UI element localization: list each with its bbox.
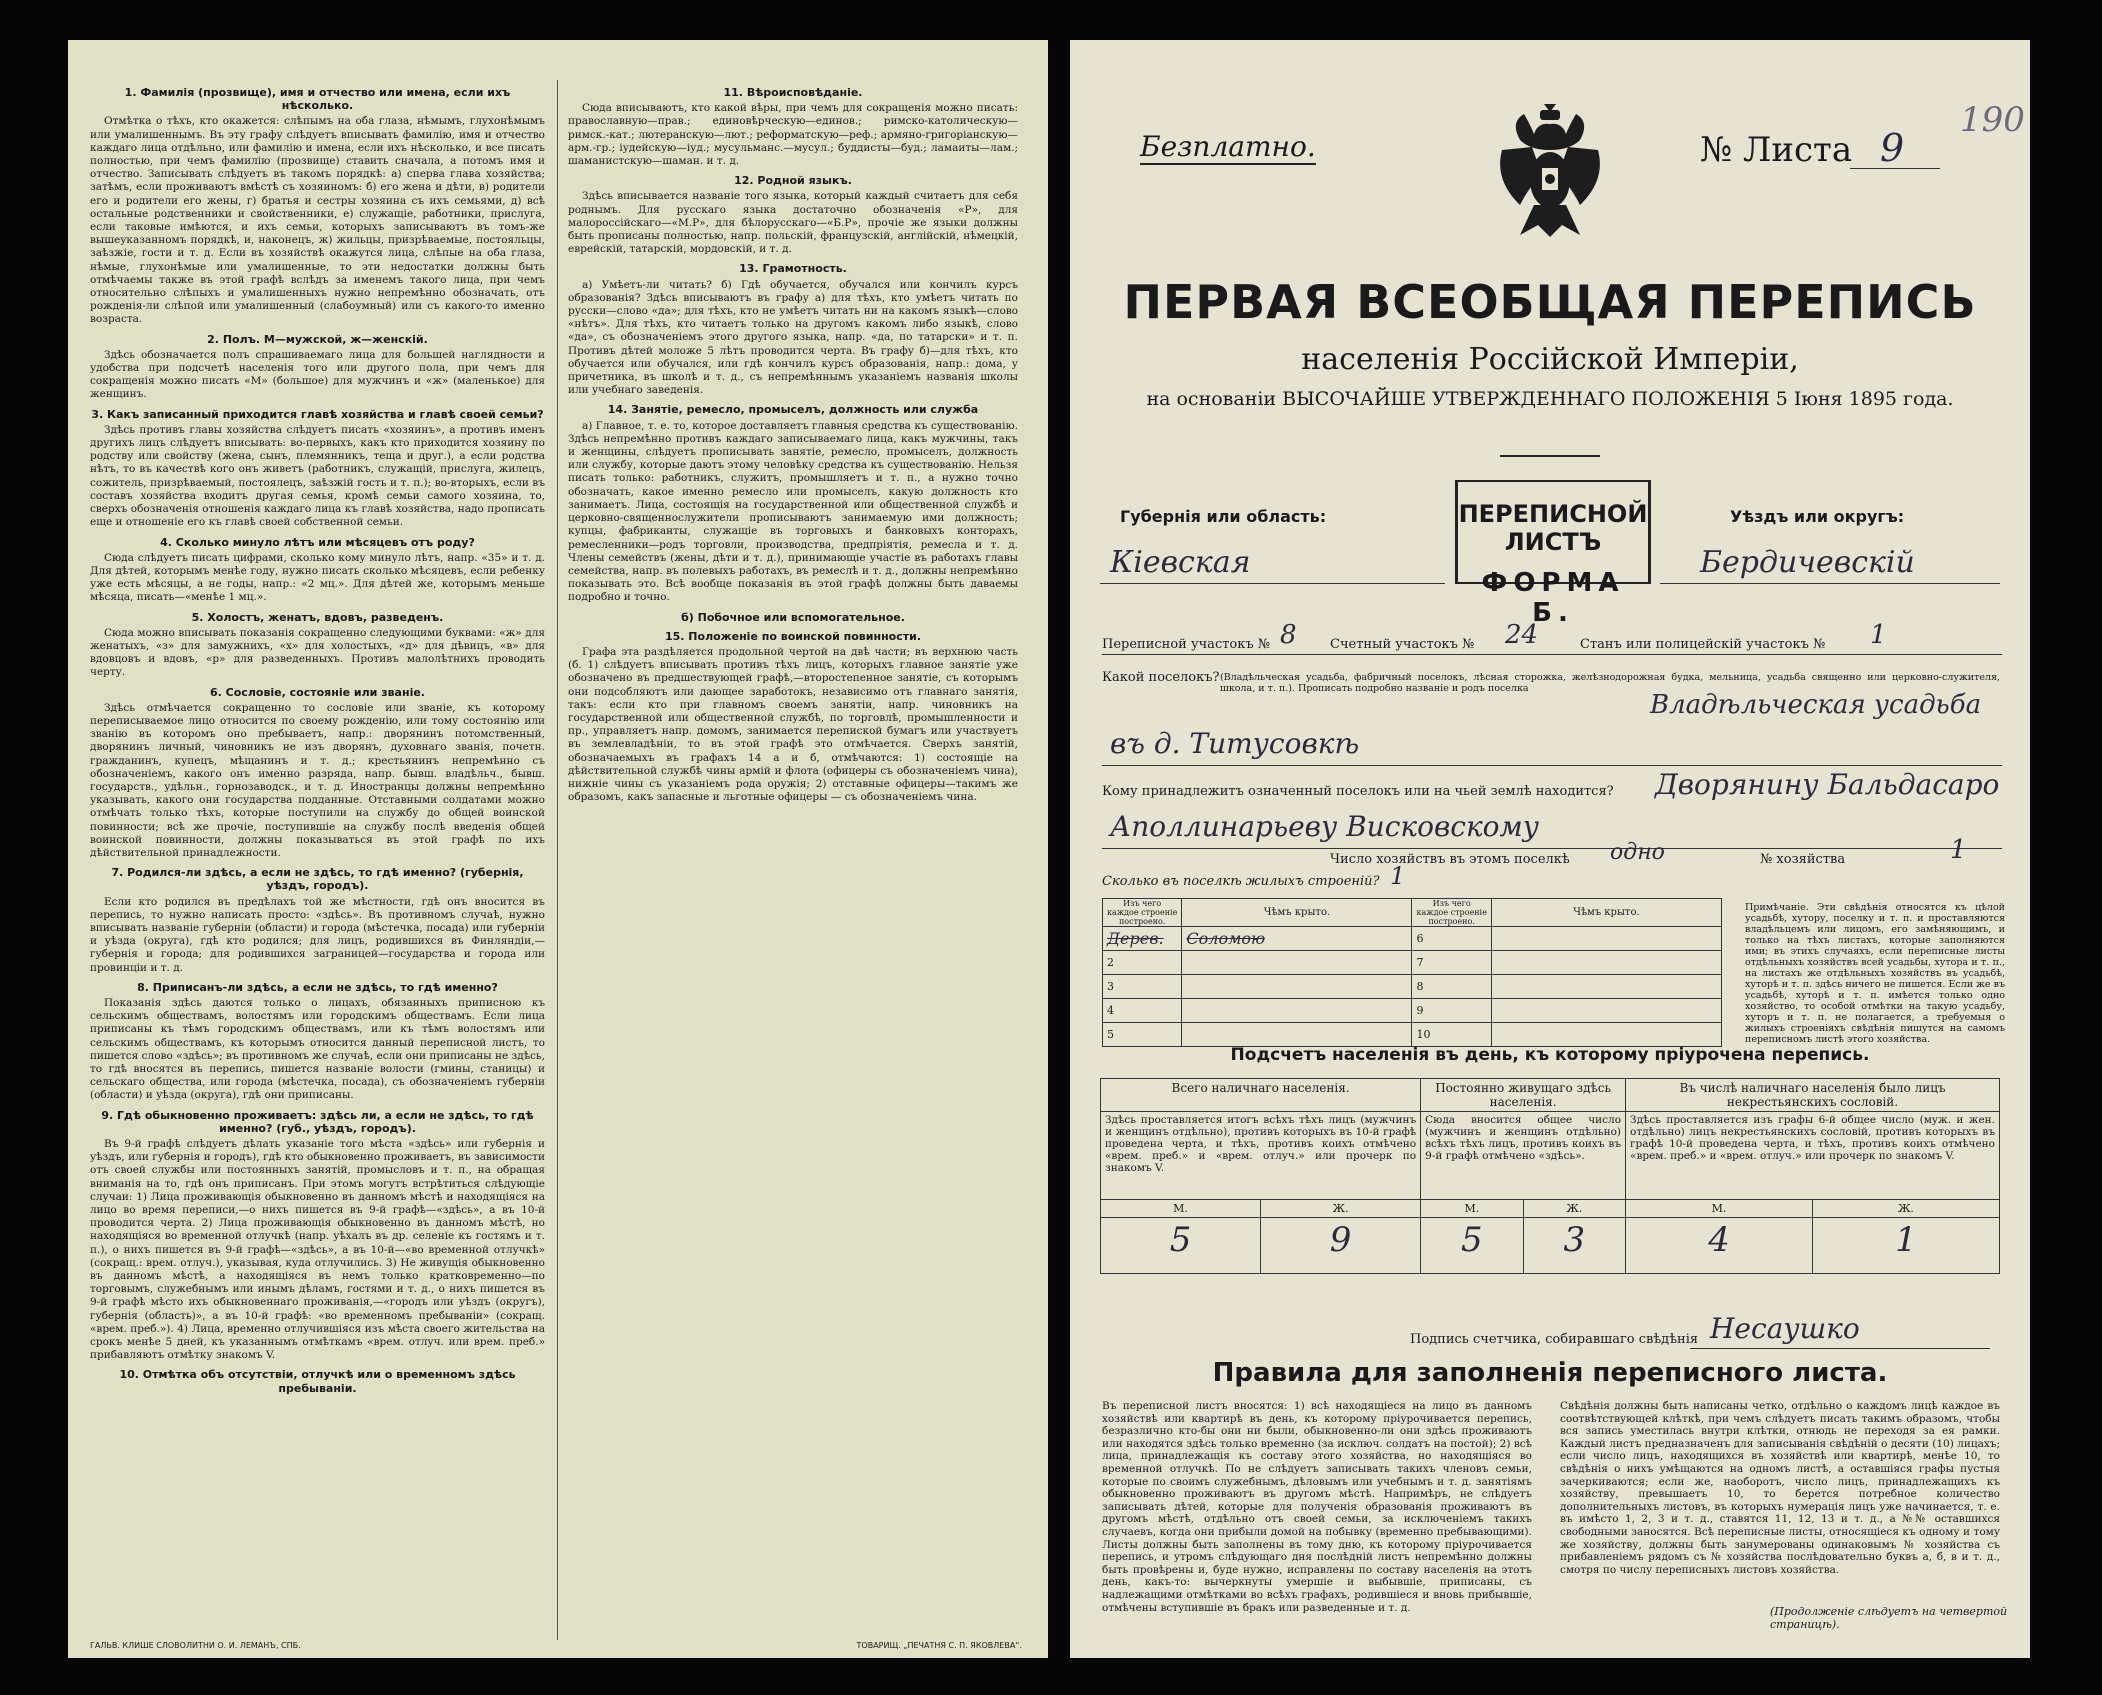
- tally-total-desc: Здѣсь проставляется итогъ всѣхъ тѣхъ лицъ (мужчинъ и женщинъ отдѣльно), противъ которыхъ въ 10-й графѣ проведена черта, и тѣхъ, противъ коихъ отмѣчено «врем. преб.» и «врем. отлуч.» или прочерк по знакомъ V.: [1101, 1112, 1421, 1200]
- buildings-value: 1: [1390, 862, 1406, 890]
- stan-label: Станъ или полицейскій участокъ №: [1580, 637, 1826, 652]
- free-label: Безплатно.: [1140, 130, 1316, 163]
- tbl-roof-header-2: Чѣмъ крыто.: [1491, 899, 1721, 927]
- form-type: ФОРМА Б.: [1481, 568, 1625, 628]
- section-heading: 6. Сословіе, состояніе или званіе.: [210, 685, 425, 699]
- nonpeasant-female: 1: [1812, 1218, 1999, 1274]
- tbl-roof-header: Чѣмъ крыто.: [1182, 899, 1412, 927]
- table-cell: 6: [1412, 927, 1491, 951]
- section-heading: 4. Сколько минуло лѣтъ или мѣсяцевъ отъ роду?: [160, 535, 475, 549]
- tally-title: Подсчетъ населенія въ день, къ которому пріурочена перепись.: [1230, 1045, 1870, 1065]
- table-row: [1103, 951, 1722, 975]
- buildings-note: Примѣчаніе. Эти свѣдѣнія относятся къ цѣлой усадьбѣ, хутору, поселку и т. п. и проставляются владѣльцемъ или лицомъ, его замѣняющимъ, и только на тѣхъ листахъ, которые заполняются ими; въ этихъ случаяхъ, если переписные листы отдѣльныхъ хозяйствъ всей усадьбы, хутора и т. п., на листахъ же отдѣльныхъ хозяйствъ въ усадьбѣ, хуторѣ и т. п. здѣсь ничего не пишется. Если же въ усадьбѣ, хуторѣ и т. п. имѣется только одно хозяйство, то особой отмѣтки на такую усадьбу, хуторъ и т. п. не полагается, а требуемыя о жилыхъ строеніяхъ свѣдѣнія пишутся на самомъ переписномъ листѣ этого хозяйства.: [1745, 902, 2005, 1045]
- section-text: Здѣсь вписывается названіе того языка, который каждый считаетъ для себя роднымъ. Для русскаго языка достаточно обозначенія «Р», для малороссійскаго—«М.Р», для бѣлорусскаго—«Б.Р», прочіе же языки должны быть прописаны полностью, напр. польскій, французскій, англійскій, нѣмецкій, еврейскій, татарскій, мордовскій, и т. д.: [568, 190, 1018, 256]
- census-decree-line: на основаніи ВЫСОЧАЙШЕ УТВЕРЖДЕННАГО ПОЛОЖЕНІЯ 5 Іюня 1895 года.: [1146, 388, 1954, 410]
- household-number-value: 1: [1950, 835, 1967, 865]
- tally-resident-desc: Сюда вносится общее число (мужчинъ и женщинъ отдѣльно) всѣхъ тѣхъ лицъ, противъ коихъ въ 9-й графѣ отмѣчено «здѣсь».: [1421, 1112, 1626, 1200]
- settlement-line: [1102, 765, 2002, 766]
- section-heading: 9. Гдѣ обыкновенно проживаетъ: здѣсь ли, а если не здѣсь, то гдѣ именно? (губ., уѣздъ, городъ).: [101, 1108, 534, 1135]
- section-heading: 3. Какъ записанный приходится главѣ хозяйства и главѣ своей семьи?: [91, 407, 544, 421]
- owner-label: Кому принадлежитъ означенный поселокъ или на чьей землѣ находится?: [1102, 784, 1614, 799]
- section-text: а) Главное, т. е. то, которое доставляетъ главныя средства къ существованію. Здѣсь непремѣнно противъ каждаго записываемаго лица, какъ мужчины, такъ и женщины, слѣдуетъ прописывать занятіе, ремесло, промыселъ, должность или службу, которые даютъ этому человѣку средства къ существованію. Нельзя писать только: работникъ, служитъ, промышляетъ и т. п., а нужно точно обозначать, какое именно ремесло или промыселъ, какую должность кто занимаетъ. Лица, состоящія на государственной или общественной службѣ и церковно-священнослужители прописываютъ занимаемую ими должность; купцы, фабриканты, служащіе въ торговыхъ и банковыхъ конторахъ, ремесленники—родъ торговли, производства, предпріятія, ремесла и т. д. Члены семействъ (жены, дѣти и т. д.), принимающіе участіе въ работахъ главы семейства, напр. въ полевыхъ работахъ, въ ремеслѣ и т. д., должны непремѣнно показывать это. Всѣ вообще показанія въ этой графѣ должны быть даваемы подробно и точно.: [568, 419, 1018, 604]
- tbl-material-header-2: Изъ чего каждое строеніе построено.: [1412, 899, 1491, 927]
- double-headed-eagle-emblem: [1490, 100, 1610, 240]
- sheet-number-value: 9: [1880, 126, 1905, 170]
- instructions-column-1: [90, 80, 558, 1640]
- title-rule: [1500, 455, 1600, 457]
- uezd-label: Уѣздъ или округъ:: [1730, 507, 1905, 526]
- section-text: Въ 9-й графѣ слѣдуетъ дѣлать указаніе того мѣста «здѣсь» или губернія и уѣздъ, или губернія и городъ), гдѣ кто обыкновенно проживаетъ, въ зависимости отъ своей службы или постоянныхъ занятій, промысловъ и т. п., на обращая вниманія на то, гдѣ онъ приписанъ. При этомъ могутъ встрѣтиться слѣдующіе случаи: 1) Лица проживающія обыкновенно въ данномъ мѣстѣ и находящіяся на лицо во время переписи,—о нихъ пишется въ 9-й графѣ—«здѣсь», а въ 10-й проводится черта. 2) Лица проживающія обыкновенно въ данномъ мѣстѣ, но находящіяся во временной отлучкѣ (напр. уѣхалъ въ др. селеніе къ гостямъ и т. п.), о нихъ пишется въ 9-й графѣ—«здѣсь», а въ 10-й—«во временной отлучкѣ» (сокращ.: врем. отлуч.), указывая, куда отлучились. 3) Не живущія обыкновенно въ данномъ мѣстѣ, а находящіяся въ немъ только кратковременно—по торговымъ, служебнымъ или инымъ дѣламъ, гостями и т. д., о нихъ пишется въ 9-й графѣ мѣсто ихъ обыкновеннаго проживанія,—«городъ или уѣздъ (округъ), губернія (область)», а въ 10-й графѣ: «во временномъ пребываніи» (сокращ. «врем. преб.»). 4) Лица, временно отлучившіяся изъ мѣста своего жительства на срокъ менѣе 5 дней, къ указаннымъ отмѣткамъ «врем. отлуч. или врем. преб.» прибавляютъ отмѣтку знакомъ V.: [90, 1138, 545, 1362]
- signature-line: [1690, 1348, 1990, 1349]
- table-cell: 3: [1103, 975, 1182, 999]
- census-subtitle: населенія Россійской Имперіи,: [1301, 342, 1799, 377]
- section-heading: 5. Холостъ, женатъ, вдовъ, разведенъ.: [191, 610, 444, 624]
- section-heading: 13. Грамотность.: [739, 262, 847, 276]
- section-heading: 11. Вѣроисповѣданіе.: [723, 86, 863, 99]
- table-row: [1103, 1023, 1722, 1047]
- section-text: Сюда вписываютъ, кто какой вѣры, при чемъ для сокращенія можно писать: православную—прав.; единовѣрческую—единов.; римско-католическую—римск.-кат.; лютеранскую—лют.; реформатскую—реф.; армяно-григоріанскую—арм.-гр.; іудейскую—іуд.; мусульманс.—мусул.; буддисты—буд.; ламаиты—лам.; шаманистскую—шаман. и т. д.: [568, 102, 1018, 168]
- m-header: М.: [1101, 1200, 1261, 1218]
- household-number-label: № хозяйства: [1760, 852, 1846, 867]
- printer-credit-right: ТОВАРИЩ. „ПЕЧАТНЯ С. П. ЯКОВЛЕВА“.: [856, 1641, 1022, 1650]
- tbl-material-header: Изъ чего каждое строеніе построено.: [1103, 899, 1182, 927]
- tally-nonpeasant-desc: Здѣсь проставляется изъ графы 6-й общее число (муж. и жен. отдѣльно) лицъ некрестьянскихъ сословій, противъ которыхъ въ графѣ 10-й проведена черта, и тѣхъ, противъ коихъ отмѣчено «врем. преб.» и «врем. отлуч.» или прочерк по знакомъ V.: [1626, 1112, 2000, 1200]
- m-header: М.: [1421, 1200, 1523, 1218]
- section-heading: 10. Отмѣтка объ отсутствіи, отлучкѣ или о временномъ здѣсь пребываніи.: [119, 1368, 516, 1395]
- rules-title: Правила для заполненія переписного листа.: [1212, 1358, 1888, 1388]
- section-text: а) Умѣетъ-ли читать? б) Гдѣ обучается, обучался или кончилъ курсъ образованія? Здѣсь вписываютъ въ графу а) для тѣхъ, кто умѣетъ читать по русски—слово «да»; для тѣхъ, кто не умѣетъ читать ни на какомъ языкѣ—слово «нѣтъ». Для тѣхъ, кто читаетъ только на другомъ какомъ либо языкѣ, слово «да», съ обозначеніемъ этого другого языка, напр. «да, по татарски» и т. п. Противъ дѣтей моложе 5 лѣтъ проводится черта. Въ графу б)—для тѣхъ, кто обучается или обучался, или гдѣ кончилъ курсъ образованія, напр.: дома, у причетника, въ школѣ и т. д., съ непремѣннымъ указаніемъ названія школы или учебнаго заведенія.: [568, 278, 1018, 397]
- table-cell: 2: [1103, 951, 1182, 975]
- table-cell: 5: [1103, 1023, 1182, 1047]
- count-district-label: Счетный участокъ №: [1330, 637, 1475, 652]
- settlement-hint: (Владѣльческая усадьба, фабричный поселокъ, лѣсная сторожка, желѣзнодорожная будка, мельница, усадьба священно или церковно-служителя, школа, и т. п.). Прописать подробно названіе и родъ поселка: [1220, 672, 2000, 694]
- owner-value-cont: Аполлинарьеву Висковскому: [1110, 810, 1539, 843]
- rules-continuation: (Продолженіе слѣдуетъ на четвертой страницѣ).: [1770, 1605, 2008, 1631]
- form-title-box: [1455, 480, 1651, 628]
- population-tally-table: [1100, 1078, 2000, 1274]
- gubernia-line: [1100, 583, 1445, 584]
- section-text: Здѣсь обозначается полъ спрашиваемаго лица для большей наглядности и удобства при подсчетѣ населенія того или другого пола, при чемъ для сокращенія можно писать «М» (большое) для мужчинъ и «ж» (маленькое) для женщинъ.: [90, 348, 545, 401]
- census-title: ПЕРВАЯ ВСЕОБЩАЯ ПЕРЕПИСЬ: [1123, 275, 1977, 329]
- m-header: М.: [1626, 1200, 1813, 1218]
- table-cell: 8: [1412, 975, 1491, 999]
- section-text: Сюда слѣдуетъ писать цифрами, сколько кому минуло лѣтъ, напр. «35» и т. д. Для дѣтей, которымъ менѣе году, нужно писать сколько мѣсяцевъ, если ребенку уже есть мѣсяцы, а не годы, напр.: «2 мц.». Для дѣтей же, которымъ меньше мѣсяца, писать—«менѣе 1 мц.».: [90, 551, 545, 604]
- households-label: Число хозяйствъ въ этомъ поселкѣ: [1330, 852, 1570, 867]
- rules-column-2: Свѣдѣнія должны быть написаны четко, отдѣльно о каждомъ лицѣ каждое въ соотвѣтствующей клѣткѣ, при чемъ слѣдуетъ писать такимъ образомъ, чтобы вся запись уместилась внутри клѣтки, отнюдь не переходя за ея рамки. Каждый листъ предназначенъ для записыванія свѣдѣній о десяти (10) лицахъ; если число лицъ, находящихся въ хозяйствѣ или квартирѣ, менѣе 10, то свѣдѣнія о нихъ умѣщаются на одномъ листѣ, а оставшіяся графы пустыя зачеркиваются; если же, наоборотъ, число лицъ, принадлежащихъ къ хозяйству, превышаетъ 10, то берется потребное количество дополнительныхъ листовъ, въ которыхъ нумерація лицъ уже начинается, т. е. въ имѣсто 1, 2, 3 и т. д., ставятся 11, 12, 13 и т. д., а №№ оставшихся свободными заносятся. Всѣ переписные листы, относящіеся къ одному и тому же хозяйству, должны быть занумерованы одинаковымъ № хозяйства съ прибавленіемъ рядомъ съ № хозяйства послѣдовательно буквъ а, б, в и т. д., смотря по числу переписныхъ листовъ хозяйства.: [1560, 1400, 2000, 1576]
- district-value: 8: [1280, 620, 1297, 650]
- uezd-line: [1660, 583, 2000, 584]
- table-row: [1103, 927, 1722, 951]
- section-text: Графа эта раздѣляется продольной чертой на двѣ части; въ верхнюю часть (б. 1) слѣдуетъ вписывать противъ тѣхъ лицъ, которыхъ главное занятіе уже обозначено въ предшествующей графѣ,—второстепенное занятіе, съ которымъ они подсобляютъ или дающее заработокъ, независимо отъ главнаго занятія, такъ: если кто при главномъ своемъ занятіи, напр. чиновникъ на государственной или общественной службѣ, по торговлѣ, промышленности и пр., управляетъ напр. домомъ, занимается перепиской бумагъ или участвуетъ въ землевладѣніи, то въ этой графѣ это отмѣчается. Сверхъ занятій, обозначаемыхъ въ графахъ 14 а и б, отмѣчаются: 1) состоящіе на дѣйствительной службѣ чины армій и флота (офицеры съ обозначеніемъ чина), нижніе чины съ указаніемъ рода оружія; 2) отставные офицеры—такимъ же образомъ, какъ запасные и льготные офицеры — съ обозначеніемъ чина.: [568, 645, 1018, 804]
- resident-female: 3: [1523, 1218, 1625, 1274]
- gubernia-value: Кіевская: [1110, 545, 1251, 580]
- row1-material: Дерев.: [1107, 929, 1164, 948]
- section-text: Здѣсь противъ главы хозяйства слѣдуетъ писать «хозяинъ», а противъ именъ другихъ лицъ слѣдуетъ вписывать: во-первыхъ, какъ кто приходится хозяину по родству или свойству (жена, сынъ, племянникъ, теща и друг.), а если родства нѣтъ, то въ качествѣ кого онъ живетъ (работникъ, служащій, прислуга, жилецъ, сожитель, призрѣваемый, постоялецъ, заѣзжій гость и т. п.); во-вторыхъ, если въ составъ хозяйства входитъ другая семья, кромѣ семьи самого хозяина, то, сверхъ обозначенія отношенія каждаго лица къ главѣ хозяйства, надо прописать еще и отношеніе его къ главѣ своей собственной семьи.: [90, 423, 545, 529]
- resident-male: 5: [1421, 1218, 1523, 1274]
- owner-value: Дворянину Бальдасаро: [1655, 768, 2000, 801]
- settlement-label: Какой поселокъ?: [1102, 670, 1220, 685]
- total-female: 9: [1261, 1218, 1421, 1274]
- section-heading: 1. Фамилія (прозвище), имя и отчество или имена, если ихъ нѣсколько.: [124, 86, 511, 113]
- right-page-census-form: [1070, 40, 2030, 1658]
- row1-roof: Соломою: [1186, 929, 1266, 948]
- section-text: Сюда можно вписывать показанія сокращенно следующими буквами: «ж» для женатыхъ, «з» для замужнихъ, «х» для холостыхъ, «д» для дѣвицъ, «в» для вдовцовъ и вдовъ, «р» для разведенныхъ. Противъ малолѣтнихъ проводить черту.: [90, 626, 545, 679]
- section-text: Показанія здѣсь даются только о лицахъ, обязанныхъ приписною къ сельскимъ обществамъ, волостямъ или городскимъ обществамъ. Если лица приписаны къ тѣмъ городскимъ обществамъ, или къ тѣмъ волостямъ или сельскимъ обществамъ, къ которымъ относится данный переписной листъ, то пишется слово «здѣсь»; въ противномъ же случаѣ, если они приписаны не здѣсь, то гдѣ вносятся въ перепись, пишется названіе волости (гмины, станицы) и сельскаго общества, или города (мѣстечка, посада), съ обозначеніемъ губерніи (области) и уѣзда (округа), гдѣ они приписаны.: [90, 997, 545, 1102]
- enumerator-signature: Несаушко: [1710, 1312, 1860, 1345]
- buildings-table: [1102, 898, 1722, 1047]
- sheet-number-line: [1850, 168, 1940, 169]
- tally-nonpeasant-header: Въ числѣ наличнаго населенія было лицъ некрестьянскихъ сословій.: [1626, 1079, 2000, 1112]
- total-male: 5: [1101, 1218, 1261, 1274]
- district-label: Переписной участокъ №: [1102, 637, 1271, 652]
- printer-credit-left: ГАЛЬВ. КЛИШЕ СЛОВОЛИТНИ О. И. ЛЕМАНЪ, СПБ.: [90, 1641, 301, 1650]
- table-cell: 4: [1103, 999, 1182, 1023]
- rules-column-1: Въ переписной листъ вносятся: 1) всѣ находящіеся на лицо въ данномъ хозяйствѣ или квартирѣ въ день, къ которому пріурочивается перепись, безразлично кто-бы они ни были, обыкновенно-ли они здѣсь проживаютъ или находятся здѣсь только временно (за исключ. солдатъ на постой); 2) всѣ лица, принадлежащія къ составу этого хозяйства, но находящіяся во временной отлучкѣ. По не слѣдуетъ записывать такихъ членовъ семьи, которые по своимъ служебнымъ, дѣловымъ или учебнымъ и т. д. занятіямъ обыкновенно проживаютъ въ другомъ мѣстѣ. Напримѣръ, не слѣдуетъ записывать дѣтей, которые для полученія образованія проживаютъ въ другомъ мѣстѣ, отдѣльно отъ своей семьи, за исключеніемъ такихъ случаевъ, когда они прибыли домой на побывку (временно пребывающими). Листы должны быть заполнены въ тому дню, къ которому пріурочивается перепись, и утромъ слѣдующаго дня послѣдній листъ непремѣнно должны быть провѣрены и, буде нужно, исправлены по составу населенія на этотъ день, какъ-то: вычеркнуты умершіе и выбывшіе, приписаны, съ надлежащими отмѣтками во всѣхъ графахъ, родившіеся и вновь прибывшіе, отмѣчены вступившіе въ бракъ или разведенные и т. д.: [1102, 1400, 1532, 1614]
- section-heading: 12. Родной языкъ.: [734, 174, 852, 188]
- table-cell: 9: [1412, 999, 1491, 1023]
- tally-total-header: Всего наличнаго населенія.: [1101, 1079, 1421, 1112]
- buildings-label: Сколько въ поселкѣ жилыхъ строеній?: [1102, 874, 1380, 889]
- sheet-number-label: № Листа: [1700, 130, 1853, 170]
- section-heading: б) Побочное или вспомогательное.: [681, 610, 905, 624]
- households-value: одно: [1610, 840, 1665, 865]
- section-heading: 2. Полъ. М—мужской, ж—женскій.: [207, 332, 428, 346]
- section-text: Здѣсь отмѣчается сокращенно то сословіе или званіе, къ которому переписываемое лицо относится по своему рожденію, или тому состоянію или званію въ которомъ оно пребываетъ, напр.: дворянинъ потомственный, дворянинъ личный, чиновникъ не изъ дворянъ, духовнаго званія, почетн. гражданинъ, купецъ, мѣщанинъ и т. д.; крестьянинъ непремѣнно съ обозначеніемъ, какого онъ именно разряда, напр. бывш. владѣльч., бывш. государств., удѣльн., горнозаводск., и т. д. Иностранцы должны непремѣнно указывать, какого они государства подданные. Отставными солдатами можно отмѣчать только тѣхъ, которые поступили на службу до общей воинской повинности; всѣ же прочіе, поступившіе на службу послѣ введенія общей воинской повинности, должны показываться въ этой графѣ по ихъ дѣйствительной принадлежности.: [90, 701, 545, 859]
- section-heading: 8. Приписанъ-ли здѣсь, а если не здѣсь, то гдѣ именно?: [137, 980, 498, 994]
- table-cell: 7: [1412, 951, 1491, 975]
- form-title: ПЕРЕПИСНОЙ ЛИСТЪ: [1458, 500, 1648, 556]
- section-text: Если кто родился въ предѣлахъ той же мѣстности, гдѣ онъ вносится въ перепись, то нужно написать просто: «здѣсь». Въ противномъ случаѣ, нужно вписывать названіе губерніи (области) и города (мѣстечка, посада) или губерніи и уѣзда (округа), гдѣ кто родился; для лицъ, родившихся въ Финляндіи,—губернія и города; для родившихся заграницей—государства и города или провинціи и т. д.: [90, 895, 545, 974]
- owner-line: [1102, 848, 2002, 849]
- settlement-value-village: въ д. Титусовкѣ: [1110, 727, 1360, 760]
- nonpeasant-male: 4: [1626, 1218, 1813, 1274]
- district-line: [1102, 654, 2002, 655]
- section-heading: 7. Родился-ли здѣсь, а если не здѣсь, то гдѣ именно? (губернія, уѣздъ, городъ).: [111, 866, 524, 893]
- table-cell: 10: [1412, 1023, 1491, 1047]
- settlement-value: Владѣльческая усадьба: [1650, 690, 1982, 720]
- left-page-instructions: [68, 40, 1048, 1658]
- table-row: [1103, 999, 1722, 1023]
- zh-header: Ж.: [1523, 1200, 1625, 1218]
- tally-resident-header: Постоянно живущаго здѣсь населенія.: [1421, 1079, 1626, 1112]
- section-text: Отмѣтка о тѣхъ, кто окажется: слѣпымъ на оба глаза, нѣмымъ, глухонѣмымъ или умалишеннымъ. Въ эту графу слѣдуетъ вписывать фамилію, имя и отчество каждаго лица отдѣльно, или фамилію и имена, если ихъ нѣсколько, и все писать полностью, при чемъ фамилію (прозвище) ставить сначала, а потомъ имя и отчество. Записывать слѣдуетъ въ такомъ порядкѣ: а) сперва глава хозяйства; затѣмъ, если проживаютъ вмѣстѣ съ хозяиномъ: б) его жена и дѣти, в) родители его и родители его жены, г) братья и сестры хозяина съ ихъ семьями, д) всѣ остальные родственники и свойственники, е) служащіе, работники, прислуга, если таковые имѣются, и ихъ семьи, которыхъ записываютъ въ томъ-же вышеуказанномъ порядкѣ, и, наконецъ, ж) жильцы, призрѣваемые, постояльцы, заѣзжіе, гости и т. д. Если въ хозяйствѣ окажутся лица, слѣпые на оба глаза, нѣмые, глухонѣмые или умалишенные, то эти недостатки должны быть отмѣчаемы также въ этой графѣ вслѣдъ за именемъ такого лица, при чемъ относительно слѣпыхъ и умалишенныхъ нужно непремѣнно обозначать, отъ рожденія-ли слѣпой или умалишенный (слабоумный) или съ какого-то именно возраста.: [90, 115, 545, 326]
- count-district-value: 24: [1505, 620, 1539, 650]
- section-heading: 14. Занятіе, ремесло, промыселъ, должность или служба: [607, 403, 979, 417]
- signature-label: Подпись счетчика, собиравшаго свѣдѣнія: [1410, 1332, 1699, 1347]
- zh-header: Ж.: [1261, 1200, 1421, 1218]
- stan-value: 1: [1870, 620, 1887, 650]
- gubernia-label: Губернія или область:: [1120, 507, 1327, 526]
- instructions-column-2: [568, 80, 1018, 1640]
- zh-header: Ж.: [1812, 1200, 1999, 1218]
- section-heading: 15. Положеніе по воинской повинности.: [664, 629, 922, 643]
- archive-folio-number: 190: [1960, 100, 2025, 140]
- table-row: [1103, 975, 1722, 999]
- uezd-value: Бердичевскій: [1700, 545, 1915, 580]
